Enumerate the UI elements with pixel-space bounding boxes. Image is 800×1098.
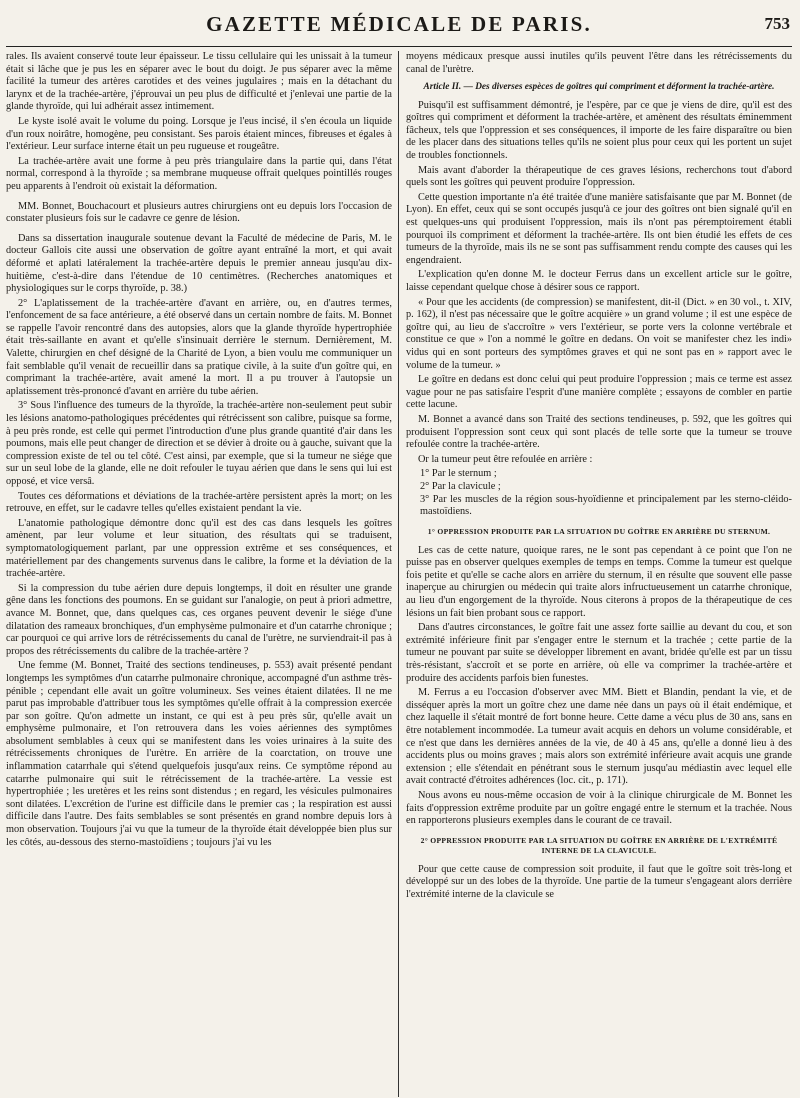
article-paragraph: « Pour que les accidents (de compression) se manifestent, dit-il (Dict. » en 30 vol., t. XIV, p. 162), il n'est pas nécessaire que le goître acquière » un grand volume ; il est une espèce de goître qui, au lieu de s'accroître » vers l'extérieur, se porte vers la colonne vertébrale et constitue ce que » l'on a nommé le goître en dedans. On voit se manifester chez les indi» vidus qui en sont porteurs des symptômes graves et qui ne sont pas en » rapport avec le volume de la tumeur. » <box>406 296 792 371</box>
section-heading-clavicule: 2° OPPRESSION PRODUITE PAR LA SITUATION DU GOÎTRE EN ARRIÈRE DE L'EXTRÉMITÉ INTERNE DE LA CLAVICULE. <box>420 835 778 855</box>
left-column-paragraph: Le kyste isolé avait le volume du poing. Lorsque je l'eus incisé, il s'en écoula un liquide d'un roux noirâtre, homogène, peu consistant. Ses parois étaient minces, fibreuses et égales à l'extérieur. Leur surface interne était un peu rugueuse et rougeâtre. <box>6 115 392 153</box>
right-intro-paragraph: moyens médicaux presque aussi inutiles qu'ils peuvent l'être dans les rétrécissements du canal de l'urètre. <box>406 51 792 75</box>
article-paragraph: Cette question importante n'a été traitée d'une manière satisfaisante que par M. Bonnet (de Lyon). En effet, ceux qui se sont occupés jusqu'à ce jour des goîtres ont bien signalé qu'il en est quelques-uns qui produisent l'oppression, mais ils n'ont pas péremptoirement établi pourquoi ils compriment et déforment la trachée-artère. Ils ont bien étudié les effets de ces tumeurs de la thyroïde, mais ils ne se sont pas suffisamment rendu compte des causes qui les engendraient. <box>406 191 792 266</box>
text-columns <box>6 51 792 1097</box>
left-column-paragraph: Toutes ces déformations et déviations de la trachée-artère persistent après la mort; on les retrouve, en effet, sur le cadavre telles qu'elles existaient pendant la vie. <box>6 490 392 515</box>
left-column-paragraph: rales. Ils avaient conservé toute leur épaisseur. Le tissu cellulaire qui les unissait à la tumeur était si lâche que je pus les en séparer avec le bout du doigt. Je pus séparer avec la même facilité la tumeur des artères carotides et des veines jugulaires ; mais en la détachant du larynx et de la trachée-artère, j'éprouvai un peu plus de difficulté et j'enlevai une partie de la glande thyroïde, qui lui adhérait assez intimement. <box>6 51 392 113</box>
clavicule-section-paragraph: Pour que cette cause de compression soit produite, il faut que le goître soit très-long et développé sur un des lobes de la thyroïde. Une partie de la tumeur s'engageant alors derrière l'extrémité interne de la clavicule se <box>406 863 792 900</box>
left-column-paragraph: 2° L'aplatissement de la trachée-artère d'avant en arrière, ou, en d'autres termes, l'enfoncement de sa face antérieure, a été observé dans un certain nombre de faits. M. Bonnet se rappelle l'avoir rencontré dans des autopsies, alors que la glande thyroïde hypertrophiée était très-saillante en avant et qu'elle s'insinuait derrière le sternum. Dernièrement, M. Valette, chirurgien en chef désigné de la Charité de Lyon, a bien voulu me communiquer un fait semblable qu'il venait de recueillir dans sa pratique civile, à la suite d'un goître qui, en comprimant la trachée-artère, avait amené la mort. Il a pu trouver à l'autopsie un aplatissement très-prononcé d'avant en arrière du tube aérien. <box>6 297 392 397</box>
article-paragraph: Mais avant d'aborder la thérapeutique de ces graves lésions, recherchons tout d'abord quels sont les goîtres qui peuvent produire l'oppression. <box>406 164 792 189</box>
journal-title: GAZETTE MÉDICALE DE PARIS. <box>206 12 592 36</box>
refoulement-list <box>420 468 792 518</box>
left-column-paragraph: MM. Bonnet, Bouchacourt et plusieurs autres chirurgiens ont eu depuis lors l'occasion de constater plusieurs fois sur le cadavre ce genre de lésion. <box>6 200 392 225</box>
list-item: 1° Par le sternum ; <box>420 468 497 480</box>
article-paragraph: Or la tumeur peut être refoulée en arrière : <box>418 453 593 465</box>
page-number: 753 <box>764 14 790 33</box>
left-column-paragraph: Une femme (M. Bonnet, Traité des sections tendineuses, p. 553) avait présenté pendant longtemps les symptômes d'un catarrhe pulmonaire chronique, accompagné d'un asthme très-pénible ; cependant elle avait un goître volumineux. Ses veines étaient dilatées. Il ne me parut pas improbable d'attribuer tous les symptômes qu'elle offrait à la compression exercée par son goître. Qu'on admette un instant, ce qui est à peu près sûr, qu'elle avait un emphysème pulmonaire, et l'on retrouvera dans les voies aériennes des symptômes absolument semblables à ceux qui se manifestent dans les voies urinaires à la suite des rétrécissements chroniques de l'urètre. En arrière de la coarctation, on trouve une inflammation catarrhale qui s'étend quelquefois jusqu'aux reins. Ce symptôme répond au catarrhe pulmonaire qui suit le rétrécissement de la trachée-artère. La vessie est hypertrophiée ; les uretères et les reins sont distendus ; en regard, les vésicules pulmonaires sont dilatées. L'excrétion de l'urine est difficile dans le premier cas ; la respiration est aussi difficile dans l'autre. Des faits semblables se sont présentés en grand nombre depuis lors à mon observation. Toujours j'ai vu que la tumeur de la thyroïde était développée bien plus sur les côtés, au-dessous des sterno-mastoïdiens ; toujours j'ai vu les <box>6 660 392 848</box>
left-column-paragraph: 3° Sous l'influence des tumeurs de la thyroïde, la trachée-artère non-seulement peut subir les lésions anatomo-pathologiques précédentes qui rétrécissent son calibre, puisque sa forme, à peu près ronde, est celle qui permet l'introduction d'une plus grande quantité d'air dans les poumons, mais elle peut changer de direction et se dévier à droite ou à gauche, suivant que la compression existe de tel ou tel côté. C'est ainsi, par exemple, que si la tumeur ne siége que sur un seul lobe de la glande, elle ne doit refouler le tuyau aérien que dans le sens qui lui est opposé, et vice versâ. <box>6 400 392 487</box>
list-item: 3° Par les muscles de la région sous-hyoïdienne et principalement par les sterno-cléido-mastoïdiens. <box>420 493 792 518</box>
left-column-paragraph: Si la compression du tube aérien dure depuis longtemps, il doit en résulter une grande gêne dans les fonctions des poumons. En se guidant sur l'analogie, on peut à priori admettre, avance M. Bonnet, que, dans quelques cas, ces organes peuvent devenir le siége d'une dilatation des rameaux bronchiques, d'un emphysème pulmonaire et d'un catarrhe chronique ; car pourquoi ce qui arrive lors de rétrécissements du canal de l'urètre, ne surviendrait-il pas à propos des rétrécissements du calibre de la trachée-artère ? <box>6 582 392 657</box>
left-column-paragraph: La trachée-artère avait une forme à peu près triangulaire dans la partie qui, dans l'état normal, correspond à la thyroïde ; sa membrane muqueuse offrait quelques pointillés rouges peu apparents à l'endroit où existait la déformation. <box>6 155 392 192</box>
right-column <box>398 51 792 1097</box>
article-paragraphs-c <box>406 864 792 902</box>
sternum-section-paragraph: M. Ferrus a eu l'occasion d'observer avec MM. Biett et Blandin, pendant la vie, et de disséquer après la mort un goître chez une dame née dans un pays où il était endémique, et chez laquelle il s'était montré de fort bonne heure. Cette dame a vécu plus de 30 ans, sans en être notablement incommodée. La tumeur avait acquis en dehors un volume considérable, et ce n'est que dans les dernières années de la vie, de 40 à 45 ans, qu'elle a donné lieu à des accidents plus ou moins graves ; mais alors son extrémité inférieure avait acquis une grande extension ; elle s'étendait en pénétrant sous le sternum jusqu'au médiastin avec lequel elle avait contracté d'étroites adhérences (loc. cit., p. 171). <box>406 687 792 787</box>
article-paragraph: M. Bonnet a avancé dans son Traité des sections tendineuses, p. 592, que les goîtres qui produisent l'oppression sont ceux qui sont placés de telle sorte que la tumeur se trouve refoulée contre la trachée-artère. <box>406 413 792 451</box>
sternum-section-paragraph: Dans d'autres circonstances, le goître fait une assez forte saillie au devant du cou, et son extrémité inférieure finit par s'engager entre le sternum et la trachée ; cette partie de la tumeur ne pouvant par suite se développer librement en avant, bridée qu'elle est par un tissu très-résistant, s'accroît et se porte en arrière, où elle va comprimer la trachée-artère et produire des accidents parfois bien funestes. <box>406 622 792 684</box>
list-item: 2° Par la clavicule ; <box>420 480 501 492</box>
article-paragraphs-b <box>406 545 792 828</box>
article-paragraphs-a <box>406 100 792 467</box>
sternum-section-paragraph: Nous avons eu nous-même occasion de voir à la clinique chirurgicale de M. Bonnet les faits d'oppression extrême produite par un goître engagé entre le sternum et la trachée. Nous en rapporterons plusieurs exemples dans le courant de ce travail. <box>406 789 792 827</box>
sternum-section-paragraph: Les cas de cette nature, quoique rares, ne le sont pas cependant à ce point que l'on ne puisse pas en observer quelques exemples de temps en temps. Comme la tumeur est quelque fois petite et qu'elle se cache alors en arrière du sternum, il en résulte que souvent elle passe inaperçue au chirurgien ou médecin qui traite alors infructueusement un catarrhe chronique, au lieu d'un engorgement de la thyroïde. Nous citerons à propos de la thérapeutique de ces lésions un fait bien probant sous ce rapport. <box>406 544 792 619</box>
left-column-paragraph: Dans sa dissertation inaugurale soutenue devant la Faculté de médecine de Paris, M. le docteur Gallois cite aussi une observation de goître ayant entraîné la mort, et qui avait déformé et aplati latéralement la trachée-artère depuis le premier anneau jusqu'au dix-huitième, c'est-à-dire dans l'étendue de 10 centimètres. (Recherches anatomiques et physiologiques sur le corps thyroïde, p. 38.) <box>6 232 392 295</box>
article-paragraph: Puisqu'il est suffisamment démontré, je l'espère, par ce que je viens de dire, qu'il est des goîtres qui compriment et déforment la trachée-artère, et amènent des résultats éminemment fâcheux, tels que l'oppression et ses conséquences, il importe de les faire disparaître ou bien de les placer dans des situations telles qu'ils ne soient plus pour ceux qui les portent un sujet de troubles fonctionnels. <box>406 99 792 162</box>
article-heading: Article II. — Des diverses espèces de goîtres qui compriment et déforment la trachée-artère. <box>423 82 775 93</box>
article-paragraph: Le goître en dedans est donc celui qui peut produire l'oppression ; mais ce terme est assez vague pour ne pas satisfaire l'esprit d'une manière complète ; essayons de combler en partie cette lacune. <box>406 374 792 411</box>
article-paragraph: L'explication qu'en donne M. le docteur Ferrus dans un excellent article sur le goître, laisse cependant quelque chose à désirer sous ce rapport. <box>406 269 792 293</box>
left-column <box>6 51 398 1097</box>
section-heading-sternum: 1° OPPRESSION PRODUITE PAR LA SITUATION DU GOÎTRE EN ARRIÈRE DU STERNUM. <box>427 526 771 536</box>
left-column-paragraph: L'anatomie pathologique démontre donc qu'il est des cas dans lesquels les goîtres amènent, par leur volume et leur situation, des résultats qui se traduisent, symptomatologiquement parlant, par une oppression extrême et ses conséquences, et matériellement par des changements survenus dans le calibre, la forme et la déviation de la trachée-artère. <box>6 517 392 580</box>
page-header <box>6 6 792 47</box>
